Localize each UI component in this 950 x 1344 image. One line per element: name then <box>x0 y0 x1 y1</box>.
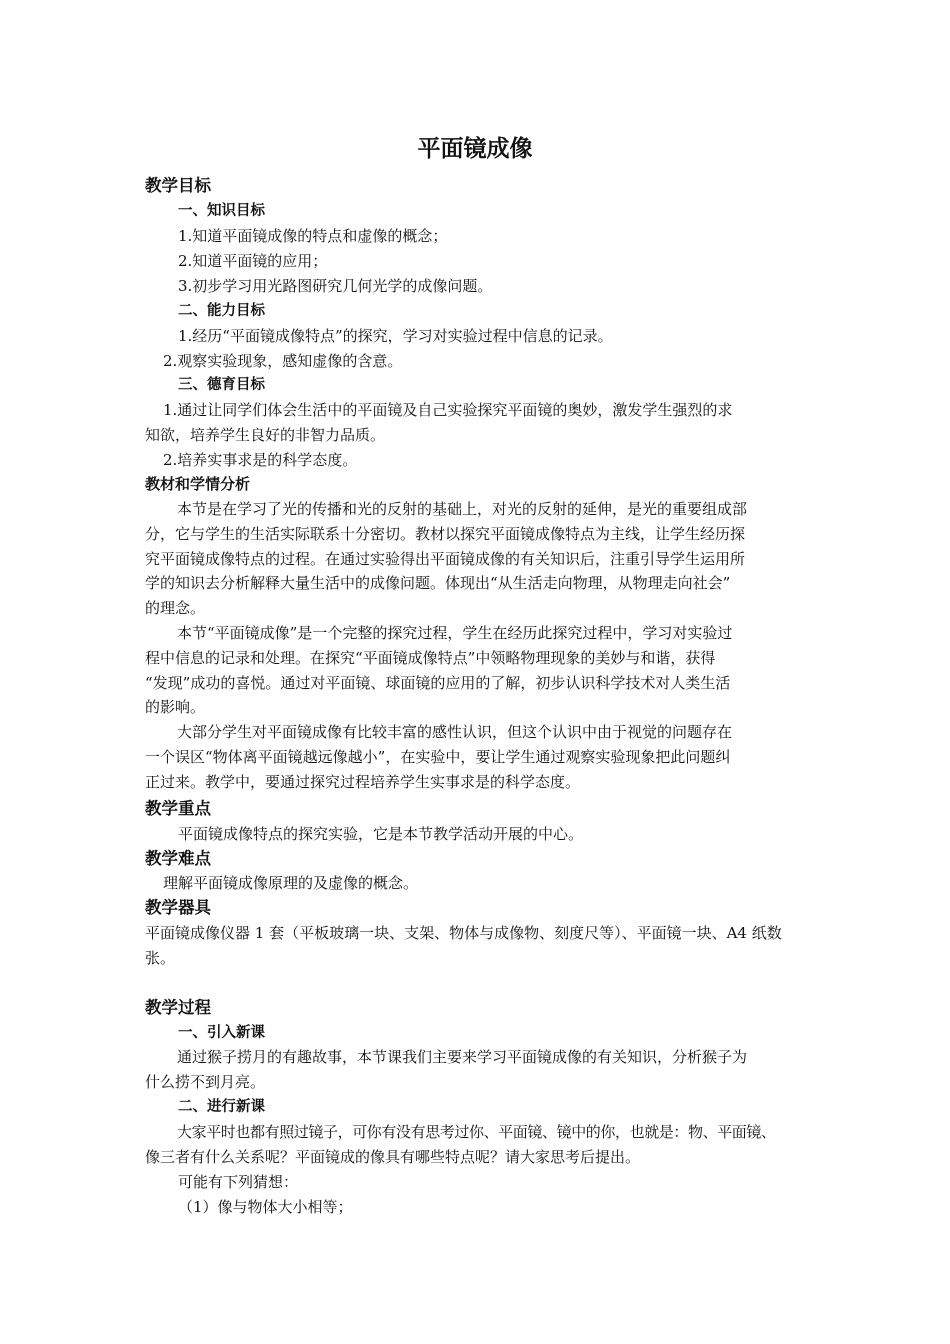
new-lesson-heading: 二、进行新课 <box>178 1099 265 1115</box>
new-lesson-paragraph <box>145 1120 810 1170</box>
equipment-heading: 教学器具 <box>145 898 211 917</box>
paragraph-line: 分，它与学生的生活实际联系十分密切。教材以探究平面镜成像特点为主线，让学生经历探 <box>145 524 746 543</box>
moral-item-1-line-1: 1.通过让同学们体会生活中的平面镜及自己实验探究平面镜的奥妙，激发学生强烈的求 <box>163 401 733 419</box>
guess-item-1: （1）像与物体大小相等； <box>178 1198 353 1216</box>
difficulty-text: 理解平面镜成像原理的及虚像的概念。 <box>163 874 419 892</box>
analysis-paragraph-2 <box>145 621 810 720</box>
intro-paragraph <box>145 1045 810 1095</box>
difficulty-heading: 教学难点 <box>145 849 211 868</box>
objectives-heading: 教学目标 <box>145 176 211 195</box>
paragraph-line: 本节“平面镜成像”是一个完整的探究过程，学生在经历此探究过程中，学习对实验过 <box>177 624 733 642</box>
paragraph-line: 程中信息的记录和处理。在探究“平面镜成像特点”中领略物理现象的美妙与和谐，获得 <box>145 648 716 667</box>
paragraph-line: 像三者有什么关系呢？平面镜成的像具有哪些特点呢？请大家思考后提出。 <box>145 1147 641 1166</box>
equipment-line-2: 张。 <box>145 949 176 967</box>
guess-intro: 可能有下列猜想： <box>178 1173 299 1191</box>
moral-heading: 三、德育目标 <box>178 377 265 393</box>
analysis-heading: 教材和学情分析 <box>145 475 251 493</box>
analysis-paragraph-3 <box>145 720 810 794</box>
knowledge-item-3: 3.初步学习用光路图研究几何光学的成像问题。 <box>178 277 493 295</box>
analysis-paragraph-1 <box>145 497 810 621</box>
page-title: 平面镜成像 <box>417 136 533 162</box>
ability-item-2: 2.观察实验现象，感知虚像的含意。 <box>163 352 403 370</box>
paragraph-line: 学的知识去分析解释大量生活中的成像问题。体现出“从生活走向物理，从物理走向社会” <box>145 574 731 593</box>
process-heading: 教学过程 <box>145 998 211 1017</box>
knowledge-item-2: 2.知道平面镜的应用； <box>178 252 328 270</box>
knowledge-item-1: 1.知道平面镜成像的特点和虚像的概念； <box>178 227 448 245</box>
paragraph-line: 一个误区“物体离平面镜越远像越小”，在实验中，要让学生通过观察实验现象把此问题纠 <box>145 747 731 766</box>
intro-heading: 一、引入新课 <box>178 1025 265 1041</box>
paragraph-line: 正过来。教学中，要通过探究过程培养学生实事求是的科学态度。 <box>145 772 581 791</box>
equipment-line-1: 平面镜成像仪器 1 套（平板玻璃一块、支架、物体与成像物、刻度尺等）、平面镜一块、A4 纸数 <box>145 924 782 942</box>
paragraph-line: 的理念。 <box>145 599 206 618</box>
ability-item-1: 1.经历“平面镜成像特点”的探究，学习对实验过程中信息的记录。 <box>178 327 613 345</box>
paragraph-line: “发现”成功的喜悦。通过对平面镜、球面镜的应用的了解，初步认识科学技术对人类生活 <box>145 673 731 692</box>
paragraph-line: 本节是在学习了光的传播和光的反射的基础上，对光的反射的延伸，是光的重要组成部 <box>177 500 748 518</box>
key-point-heading: 教学重点 <box>145 799 211 818</box>
paragraph-line: 什么捞不到月亮。 <box>145 1072 266 1091</box>
paragraph-line: 通过猴子捞月的有趣故事，本节课我们主要来学习平面镜成像的有关知识，分析猴子为 <box>177 1048 748 1066</box>
ability-heading: 二、能力目标 <box>178 303 265 319</box>
paragraph-line: 大家平时也都有照过镜子，可你有没有思考过你、平面镜、镜中的你，也就是：物、平面镜、 <box>177 1123 776 1141</box>
paragraph-line: 大部分学生对平面镜成像有比较丰富的感性认识，但这个认识中由于视觉的问题存在 <box>177 723 733 741</box>
paragraph-line: 的影响。 <box>145 698 206 717</box>
key-point-text: 平面镜成像特点的探究实验，它是本节教学活动开展的中心。 <box>178 825 584 843</box>
moral-item-1-line-2: 知欲，培养学生良好的非智力品质。 <box>145 426 386 444</box>
paragraph-line: 究平面镜成像特点的过程。在通过实验得出平面镜成像的有关知识后，注重引导学生运用所 <box>145 549 746 568</box>
knowledge-heading: 一、知识目标 <box>178 203 265 219</box>
moral-item-2: 2.培养实事求是的科学态度。 <box>163 451 358 469</box>
